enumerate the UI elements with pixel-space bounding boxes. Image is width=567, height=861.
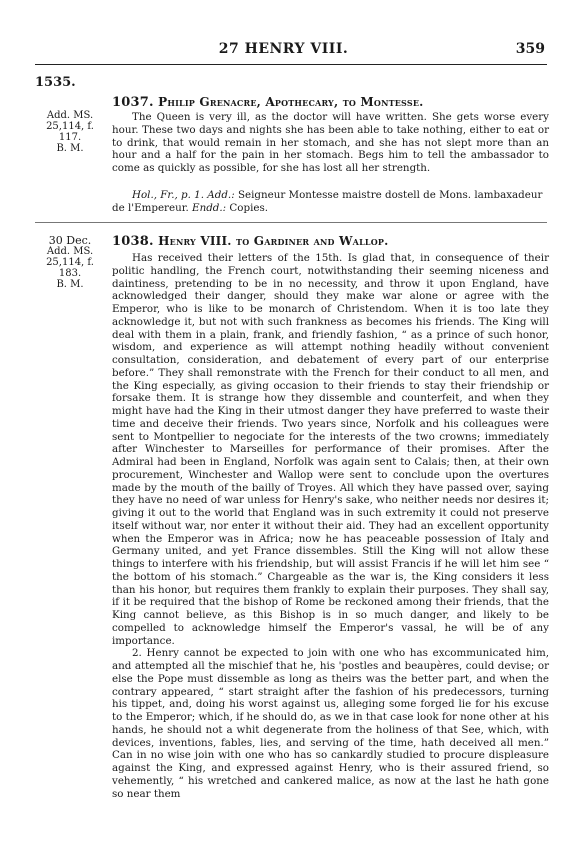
page-number: 359	[515, 41, 545, 57]
entry-paragraph: Has received their letters of the 15th. Is glad that, in consequence of their politic handling, the French court, notwithstanding their seeming niceness and daintiness, pretending to be in no necessity, and throw it upon England, have acknowledged their danger, should they make war alone or agree with the Emperor, who is like to be monarch of Christendom. When it is too late they acknowledge it, but not with such frankness as becomes his friends. The King will deal with them in a plain, frank, and friendly fashion, “ as a prince of such honor, wisdom, and experience as will attempt nothing headily without convenient consultation, consideration, and debatement of every part of our enterprise before.” They shall remonstrate with the French for their conduct to all men, and the King especially, as giving occasion to their friends to stay their friendship or forsake them. It is strange how they dissemble and counterfeit, and when they might have had the King in their utmost danger they have preferred to waste their time and deceive their friends. Two years since, Norfolk and his colleagues were sent to Montpellier to negociate for the interests of the two crowns; immediately after Winchester to Marseilles for performance of their promises. After the Admiral had been in England, Norfolk was again sent to Calais; then, at their own procurement, Winchester and Wallop were sent to conclude upon the overtures made by the mouth of the bailly of Troyes. All which they have passed over, saying they have no need of war unless for Henry's sake, who neither needs nor desires it; giving it out to the world that England was in such extremity it could not preserve itself without war, nor enter it without their aid. They had an excellent opportunity when the Emperor was in Africa; now he has peaceable possession of Italy and Germany united, and yet France dissembles. Still the King will not allow these things to interfere with his friendship, but will assist Francis if he will let him see “ the bottom of his stomach.” Chargeable as the war is, the King considers it less than his honor, but requires them frankly to explain their purposes. They shall say, if it be required that the bishop of Rome be reckoned among their friends, that the King cannot believe, as this Bishop is in so much danger, and likely to be compelled to acknowledge himself the Emperor's vassal, he will be of any importance.	[112, 252, 549, 647]
margin-date: 30 Dec.	[48, 234, 92, 247]
entry-paragraph: The Queen is very ill, as the doctor will have written. She gets worse every hour. These two days and nights she has been able to take nothing, either to eat or to drink, that would remain in her stomach, and she has not slept more than an hour and a half for the pain in her stomach. Begs him to tell the ambassador to come as quickly as possible, for she has lost all her strength.	[112, 111, 549, 174]
endorse-endd: Copies.	[229, 201, 269, 214]
entry-title: Henry VIII. to Gardiner and Wallop.	[158, 234, 389, 248]
entry-body-1038	[112, 252, 549, 800]
margin-ref-line: B. M.	[56, 143, 84, 154]
margin-reference-1038	[35, 235, 105, 290]
margin-ref-line: Add. MS.	[46, 246, 94, 257]
entry-title: Philip Grenacre, Apothecary, to Montesse.	[158, 95, 424, 109]
entry-body-1037	[112, 111, 549, 175]
header-rule	[35, 64, 547, 65]
endorse-hol: Hol., Fr., p. 1.	[132, 189, 205, 201]
margin-ref-line: B. M.	[56, 279, 84, 290]
endorse-add: Seigneur Montesse maistre dostell de Mons. lambaxadeur de l'Empereur.	[112, 189, 543, 214]
endorse-add-label: Add.:	[207, 189, 235, 201]
entry-paragraph: 2. Henry cannot be expected to join with one who has excommunicated him, and attempted all the mischief that he, his 'postles and beaupères, could devise; or else the Pope must dissemble as long as theirs was the better part, and when the contrary appeared, “ start straight after the fashion of his predecessors, turning his tippet, and, doing his worst against us, alleging some forged lie for his excuse to the Emperor; which, if he should do, as we in that case look for none other at his hands, he should not a whit degenerate from the holiness of that See, which, with devices, inventions, fables, lies, and serving of the time, hath deceived all men.” Can in no wise join with one who has so cankardly studied to procure displeasure against the King, and expressed against Henry, who is their assured friend, so vehemently, “ his wretched and cankered malice, as now at the last he hath gone so near them	[112, 647, 550, 800]
margin-ref-line: Add. MS.	[46, 110, 94, 121]
entry-heading-1037	[112, 95, 424, 110]
margin-ref-line: 25,114, f. 117.	[46, 121, 94, 143]
entry-heading-1038	[112, 234, 389, 249]
running-header-title: 27 HENRY VIII.	[218, 41, 349, 57]
endorse-endd-label: Endd.:	[192, 201, 227, 214]
year-label: 1535.	[35, 75, 76, 90]
entry-divider	[35, 222, 547, 223]
entry-number: 1037.	[112, 95, 154, 110]
margin-ref-line: 25,114, f. 183.	[46, 257, 94, 279]
entry-endorsement-1037	[112, 189, 549, 215]
entry-number: 1038.	[112, 234, 154, 249]
margin-reference-1037	[35, 110, 105, 154]
